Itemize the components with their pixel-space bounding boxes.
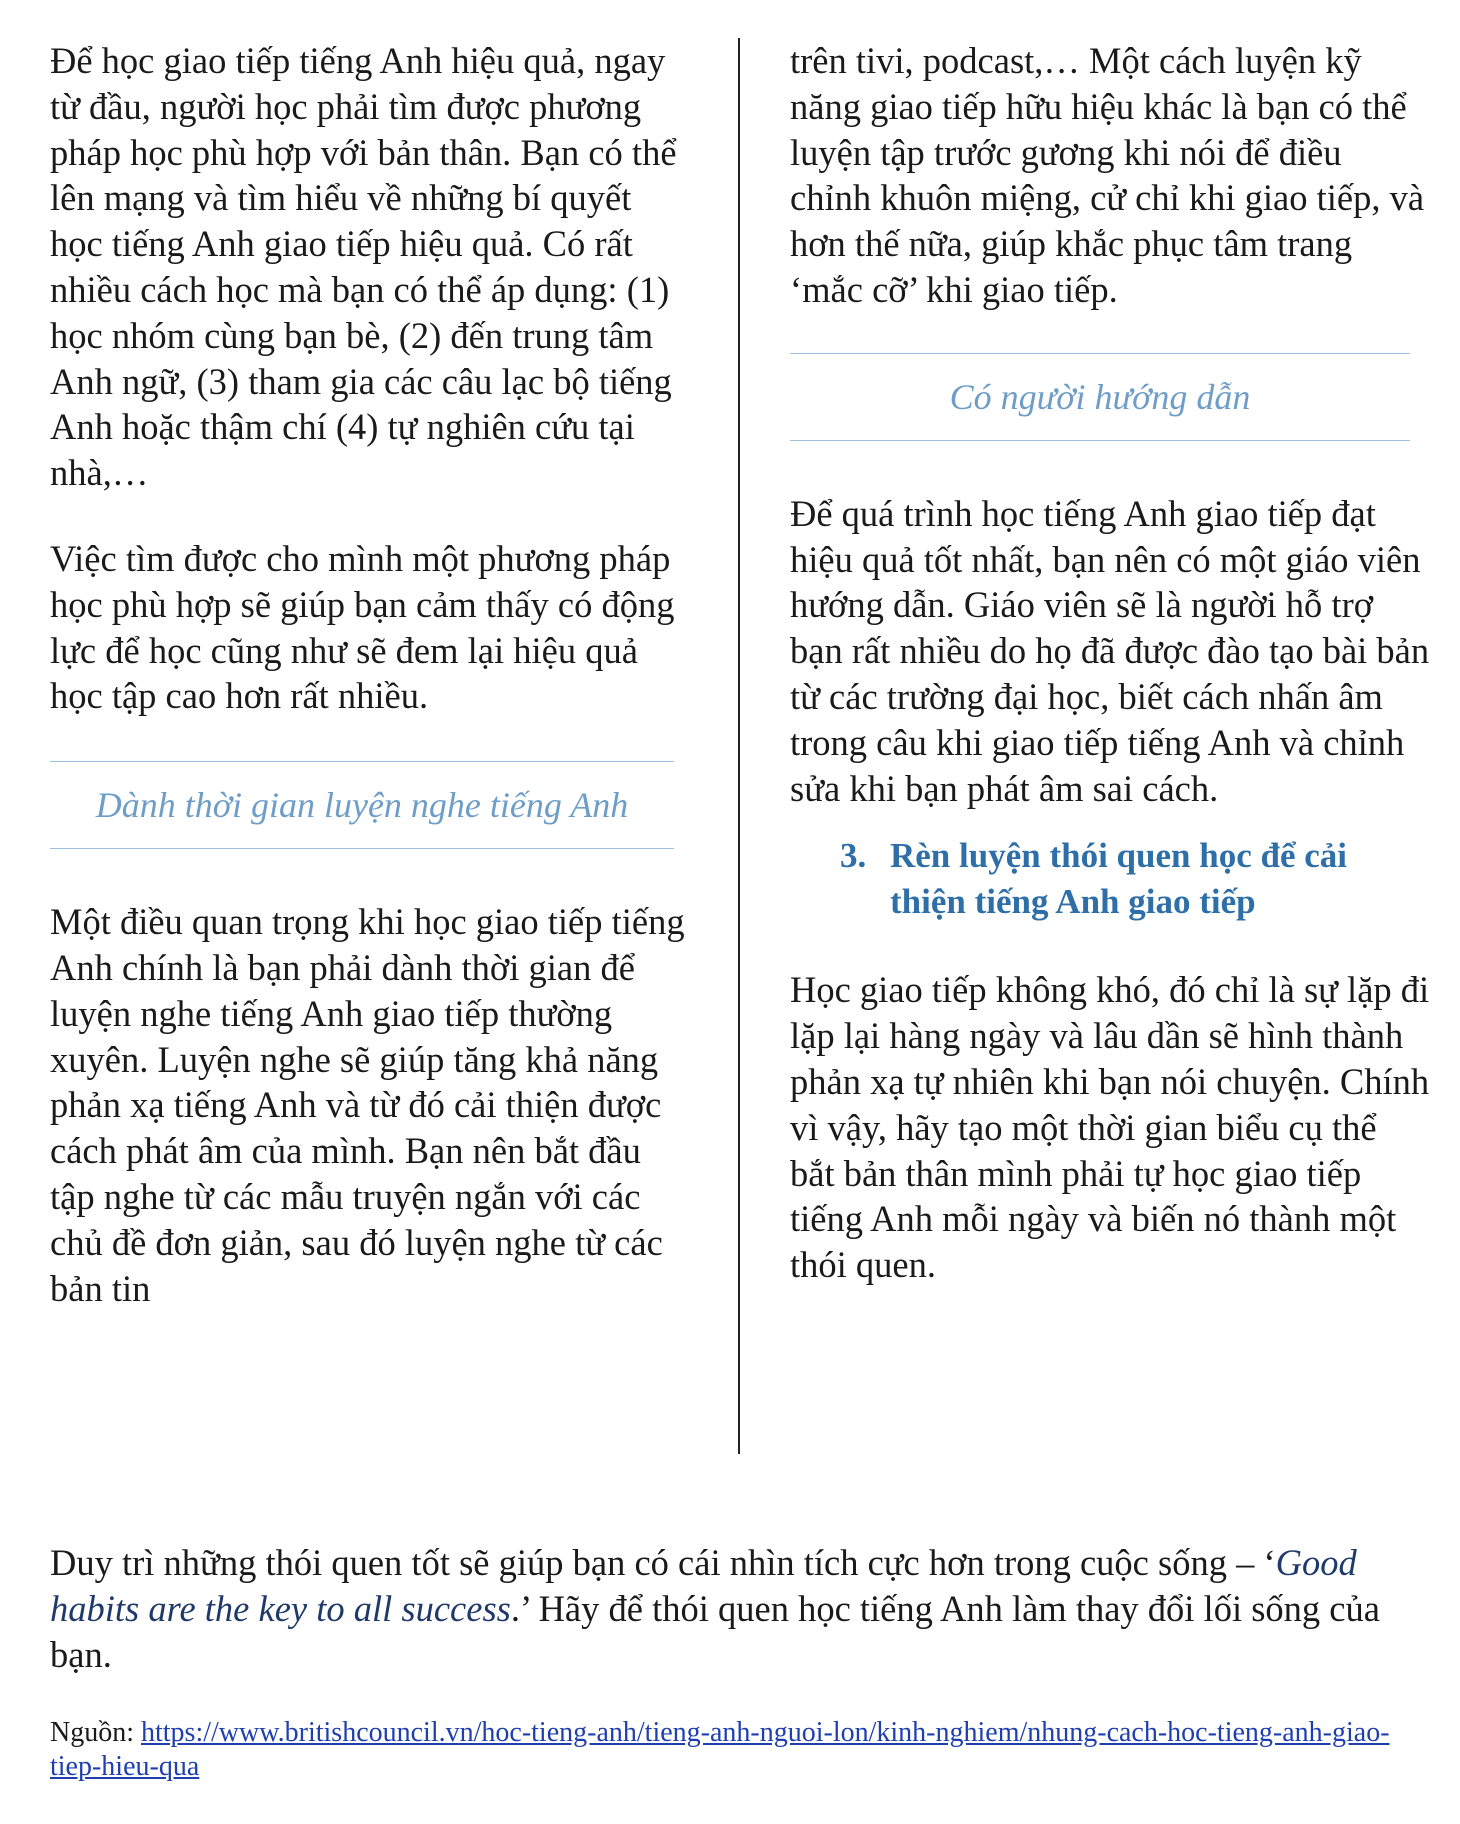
numbered-heading-text: Rèn luyện thói quen học để cải thiện tiếng Anh giao tiếp: [890, 836, 1347, 922]
section-heading-guide: Có người hướng dẫn: [949, 376, 1251, 417]
closing-text-before: Duy trì những thói quen tốt sẽ giúp bạn có cái nhìn tích cực hơn trong cuộc sống – ‘: [50, 1542, 1276, 1583]
source-link[interactable]: https://www.britishcouncil.vn/hoc-tieng-anh/tieng-anh-nguoi-lon/kinh-nghiem/nhung-cach-hoc-tieng-anh-giao-tiep-hieu-qua: [50, 1717, 1390, 1782]
source-label: Nguồn:: [50, 1717, 141, 1748]
numbered-heading-number: 3.: [840, 836, 867, 876]
closing-text-after: .’ Hãy để thói quen học tiếng Anh làm thay đổi lối sống của bạn.: [50, 1587, 1380, 1675]
spacer: [50, 719, 690, 761]
spacer: [790, 925, 1430, 967]
spacer: [790, 313, 1430, 353]
right-column: [790, 38, 1430, 1288]
right-paragraph-3: Học giao tiếp không khó, đó chỉ là sự lặp đi lặp lại hàng ngày và lâu dần sẽ hình thành phản xạ tự nhiên khi bạn nói chuyện. Chính vì vậy, hãy tạo một thời gian biểu cụ thể bắt bản thân mình phải tự học giao tiếp tiếng Anh mỗi ngày và biến nó thành một thói quen.: [790, 969, 1430, 1286]
closing-paragraph: [50, 1540, 1420, 1677]
left-paragraph-2: Việc tìm được cho mình một phương pháp học phù hợp sẽ giúp bạn cảm thấy có động lực để học cũng như sẽ đem lại hiệu quả học tập cao hơn rất nhiều.: [50, 537, 675, 717]
spacer: [50, 496, 690, 536]
left-paragraph-1: Để học giao tiếp tiếng Anh hiệu quả, ngay từ đầu, người học phải tìm được phương pháp học phù hợp với bản thân. Bạn có thể lên mạng và tìm hiểu về những bí quyết học tiếng Anh giao tiếp hiệu quả. Có rất nhiều cách học mà bạn có thể áp dụng: (1) học nhóm cùng bạn bè, (2) đến trung tâm Anh ngữ, (3) tham gia các câu lạc bộ tiếng Anh hoặc thậm chí (4) tự nghiên cứu tại nhà,…: [50, 40, 677, 494]
right-paragraph-1: trên tivi, podcast,… Một cách luyện kỹ năng giao tiếp hữu hiệu khác là bạn có thể luyện tập trước gương khi nói để điều chỉnh khuôn miệng, cử chỉ khi giao tiếp, và hơn thế nữa, giúp khắc phục tâm trang ‘mắc cỡ’ khi giao tiếp.: [790, 40, 1425, 310]
source-line: [50, 1716, 1420, 1784]
spacer: [790, 811, 1430, 833]
section-heading-listening: Dành thời gian luyện nghe tiếng Anh: [95, 785, 629, 826]
right-paragraph-2: Để quá trình học tiếng Anh giao tiếp đạt hiệu quả tốt nhất, bạn nên có một giáo viên hướng dẫn. Giáo viên sẽ là người hỗ trợ bạn rất nhiều do họ đã được đào tạo bài bản từ các trường đại học, biết cách nhấn âm trong câu khi giao tiếp tiếng Anh và chỉnh sửa khi bạn phát âm sai cách.: [790, 492, 1430, 809]
column-divider: [738, 38, 740, 1454]
left-paragraph-3: Một điều quan trọng khi học giao tiếp tiếng Anh chính là bạn phải dành thời gian để luyện nghe tiếng Anh giao tiếp thường xuyên. Luyện nghe sẽ giúp tăng khả năng phản xạ tiếng Anh và từ đó cải thiện được cách phát âm của mình. Bạn nên bắt đầu tập nghe từ các mẫu truyện ngắn với các chủ đề đơn giản, sau đó luyện nghe từ các bản tin: [50, 901, 685, 1309]
spacer: [50, 849, 690, 899]
spacer: [790, 441, 1430, 491]
closing-quote: Good habits are the key to all success: [50, 1542, 1357, 1629]
left-column: [50, 38, 690, 1311]
numbered-heading-3: [790, 833, 1430, 925]
